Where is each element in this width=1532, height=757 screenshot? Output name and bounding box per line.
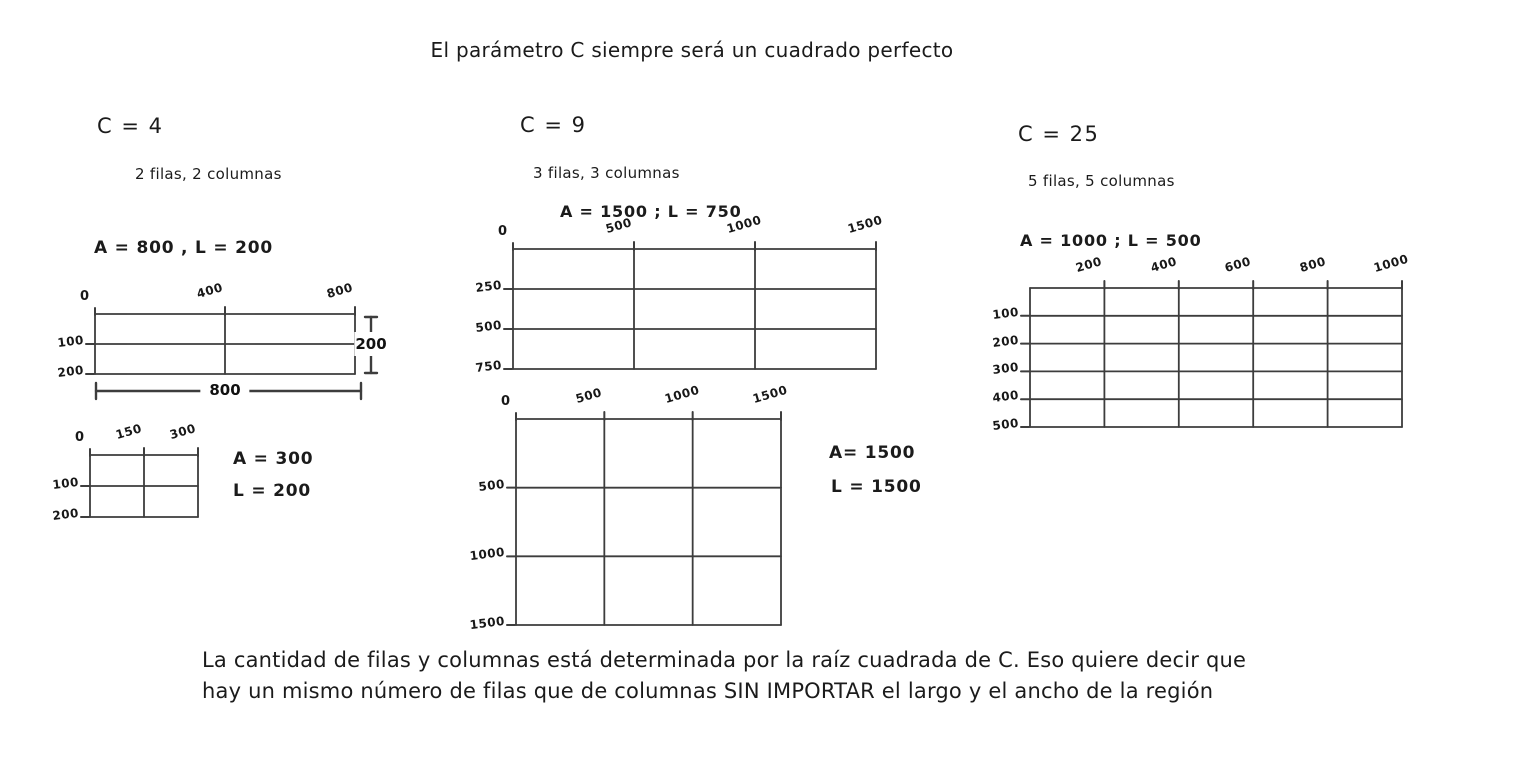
c25-filas-columnas-label: 5 filas, 5 columnas [1028,172,1175,190]
c9-square-area-label: A= 1500 [829,443,916,463]
y-tick-label: 100 [51,474,80,492]
height-dimension-label: 200 [354,332,387,356]
x-tick-label: 400 [1148,254,1179,275]
c9-area-largo-label: A = 1500 ; L = 750 [560,202,742,221]
x-tick-label: 150 [114,421,144,442]
origin-tick-label: 0 [75,430,85,445]
footer-note [202,645,1246,707]
x-tick-label: 300 [168,421,198,442]
grid-lines [90,455,198,517]
y-tick-label: 500 [991,415,1020,433]
c9-square-largo-label: L = 1500 [831,477,922,497]
y-tick-label: 300 [991,360,1020,378]
c4-small-area-label: A = 300 [233,449,314,469]
c9-main-grid [474,212,885,375]
origin-tick-label: 0 [498,224,508,239]
y-tick-label: 250 [474,277,503,295]
y-tick-label: 100 [56,332,85,350]
c9-square-grid [468,382,790,633]
width-dimension-label: 800 [200,381,249,399]
y-tick-label: 100 [991,304,1020,322]
y-tick-label: 750 [474,357,503,375]
y-tick-label: 200 [991,332,1020,350]
c4-filas-columnas-label: 2 filas, 2 columnas [135,165,282,183]
c9-filas-columnas-label: 3 filas, 3 columnas [533,164,680,182]
x-tick-label: 200 [1074,254,1104,275]
c4-small-largo-label: L = 200 [233,481,311,501]
x-tick-label: 500 [574,385,604,406]
y-tick-label: 400 [991,388,1020,406]
grid-lines [516,419,781,625]
c25-heading: C = 25 [1018,122,1100,146]
c4-area-largo-label: A = 800 , L = 200 [94,238,274,258]
y-tick-label: 200 [51,505,80,523]
c25-main-grid [991,251,1411,433]
x-tick-label: 800 [1297,254,1328,275]
y-tick-label: 200 [56,362,85,380]
x-tick-label: 1500 [751,382,790,406]
c4-heading: C = 4 [97,114,164,138]
x-tick-label: 1500 [846,212,885,236]
origin-tick-label: 0 [80,289,90,304]
c4-small-grid [51,421,198,523]
footer-line-1: La cantidad de filas y columnas está determinada por la raíz cuadrada de C. Eso quiere decir que [202,648,1247,672]
x-tick-label: 1000 [725,212,764,236]
page-title: El parámetro C siempre será un cuadrado perfecto [430,38,954,62]
x-tick-label: 800 [325,280,355,301]
origin-tick-label: 0 [501,394,511,409]
grid-lines [1030,288,1402,427]
c9-heading: C = 9 [520,113,587,137]
y-tick-label: 500 [477,476,506,494]
x-tick-label: 500 [604,215,634,236]
c25-area-largo-label: A = 1000 ; L = 500 [1020,231,1202,250]
y-tick-label: 1000 [468,545,506,564]
c4-main-grid [56,280,387,400]
y-tick-label: 1500 [468,613,506,633]
x-tick-label: 1000 [1372,251,1411,275]
grid-lines [513,249,876,369]
footer-line-2: hay un mismo número de filas que de columnas SIN IMPORTAR el largo y el ancho de la región [202,679,1214,703]
y-tick-label: 500 [474,317,503,335]
x-tick-label: 600 [1223,254,1253,275]
x-tick-label: 1000 [662,382,701,406]
x-tick-label: 400 [195,280,225,301]
grid-lines [95,314,355,374]
